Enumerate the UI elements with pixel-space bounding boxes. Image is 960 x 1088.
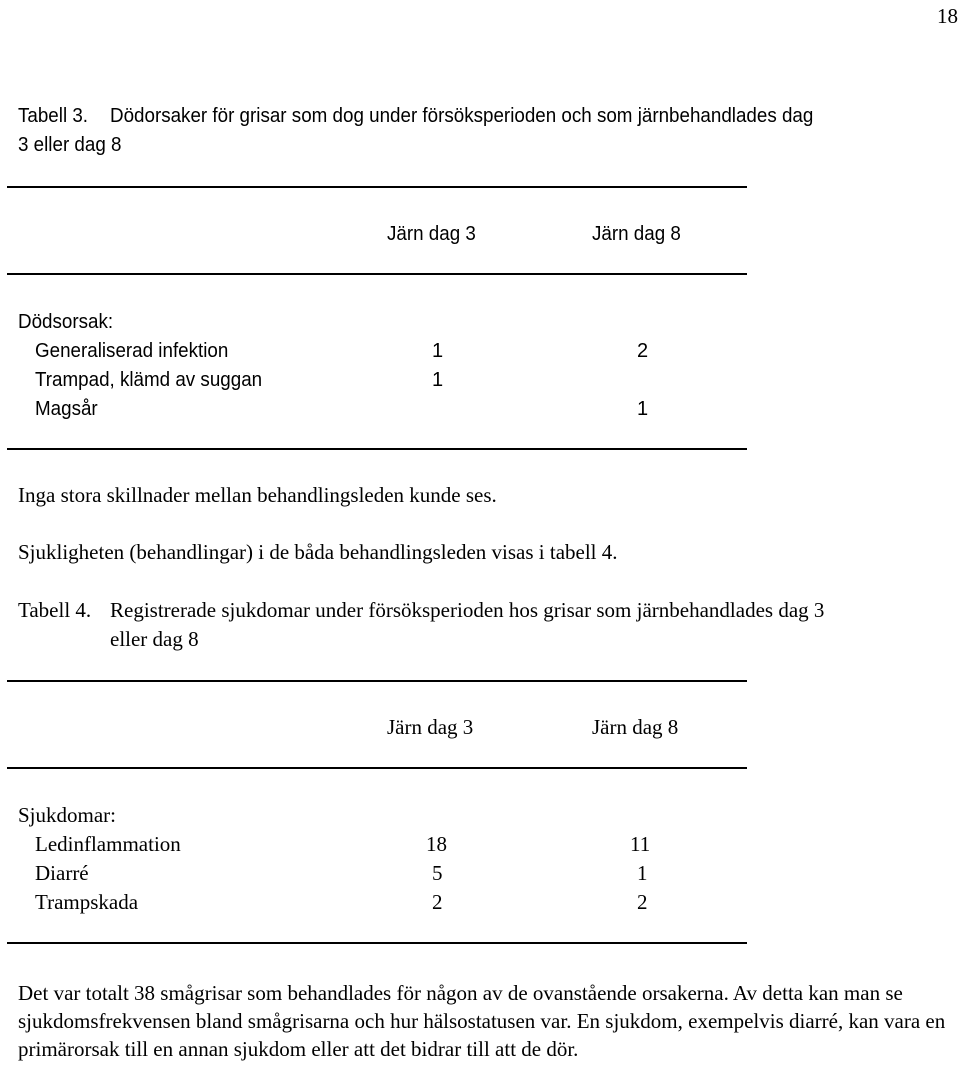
table4-row-label: Ledinflammation <box>35 832 181 856</box>
table3-row-value-col2: 1 <box>637 398 649 420</box>
table4-row-value-col2: 2 <box>637 890 648 914</box>
table4-caption-line2: eller dag 8 <box>110 627 199 651</box>
table4-bottom-rule <box>7 942 747 944</box>
text-morbidity-reference: Sjukligheten (behandlingar) i de båda behandlingsleden visas i tabell 4. <box>18 540 618 564</box>
table3-header-rule <box>7 273 747 275</box>
table4-row-value-col1: 18 <box>426 832 447 856</box>
table3-group-label: Dödsorsak: <box>18 311 114 333</box>
table4-col2-header: Järn dag 8 <box>592 715 679 739</box>
table4-row-value-col2: 1 <box>637 861 648 885</box>
table4-group-label: Sjukdomar: <box>18 803 116 827</box>
table4-row-value-col1: 2 <box>432 890 443 914</box>
table3-col1-header: Järn dag 3 <box>387 223 476 245</box>
table3-caption-line2: 3 eller dag 8 <box>18 134 122 156</box>
table4-row-label: Diarré <box>35 861 89 885</box>
table4-caption-line1: Registrerade sjukdomar under försöksperioden hos grisar som järnbehandlades dag 3 <box>110 598 825 622</box>
table3-row-value-col1: 1 <box>432 369 444 391</box>
table3-row-label: Trampad, klämd av suggan <box>35 369 263 391</box>
table4-top-rule <box>7 680 747 682</box>
table3-row-label: Magsår <box>35 398 98 420</box>
table3-row-label: Generaliserad infektion <box>35 340 229 362</box>
text-no-differences: Inga stora skillnader mellan behandlingsleden kunde ses. <box>18 483 497 507</box>
table3-row-value-col1: 1 <box>432 340 444 362</box>
summary-paragraph: Det var totalt 38 smågrisar som behandlades för någon av de ovanstående orsakerna. Av detta kan man se sjukdomsfrekvensen bland smågrisarna och hur hälsostatusen var. En sjukdom, exempelvis diarré, kan vara en primärorsak till en annan sjukdom eller att det bidrar till att de dör. <box>18 981 946 1061</box>
table3-top-rule <box>7 186 747 188</box>
table3-bottom-rule <box>7 448 747 450</box>
table4-col1-header: Järn dag 3 <box>387 715 474 739</box>
table4-header-rule <box>7 767 747 769</box>
table4-row-value-col2: 11 <box>630 832 651 856</box>
table3-caption-label: Tabell 3. <box>18 105 89 127</box>
page-number: 18 <box>937 4 958 28</box>
table3-caption-line1: Dödorsaker för grisar som dog under försöksperioden och som järnbehandlades dag <box>110 105 814 127</box>
table3-col2-header: Järn dag 8 <box>592 223 681 245</box>
table4-caption-label: Tabell 4. <box>18 598 92 622</box>
table4-row-value-col1: 5 <box>432 861 443 885</box>
table3-row-value-col2: 2 <box>637 340 649 362</box>
table4-row-label: Trampskada <box>35 890 139 914</box>
